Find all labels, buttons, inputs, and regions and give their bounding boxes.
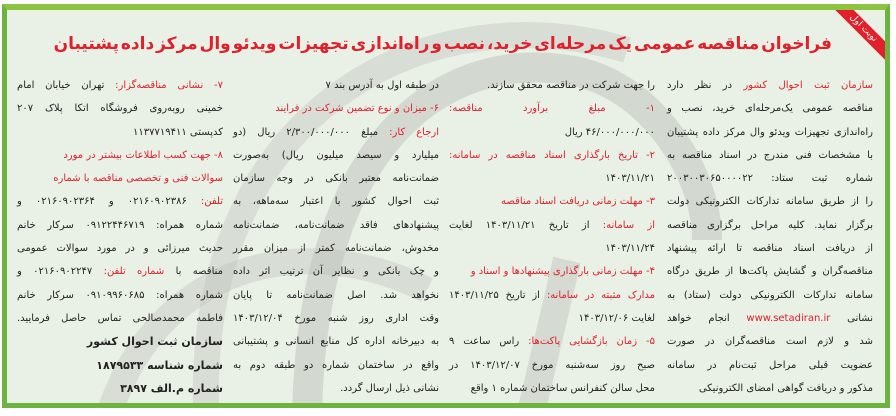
text-line [667, 377, 873, 400]
highlight-text: ۱- مبلغ برآورد مناقصه: [449, 103, 655, 115]
text-line [667, 190, 873, 213]
body-text: شماره همراه: ۰۹۱۲۲۴۴۶۷۱۹ سرکار خانم [17, 219, 223, 231]
text-line [233, 97, 439, 120]
body-text: سامانه تدارکات الکترونیکی دولت (ستاد) به [667, 289, 873, 301]
ribbon-badge [831, 10, 887, 66]
body-text: شماره م.الف ۳۸۹۷ [120, 381, 223, 395]
text-line [667, 330, 873, 353]
body-text: نشانی [830, 312, 873, 324]
text-line [449, 284, 655, 307]
text-line [17, 97, 223, 120]
tender-notice [2, 4, 890, 408]
body-text: ثبت احوال کشور با اعتبار سه‌ماهه، به [233, 196, 439, 208]
body-text: شماره شناسه ۱۸۷۹۵۳۳ [96, 358, 223, 372]
highlight-text: ۲- تاریخ بارگذاری اسناد مناقصه در سامانه: [449, 149, 655, 161]
text-line [667, 97, 873, 120]
text-line [233, 121, 439, 144]
body-text: با مشخصات فنی مندرج در اسناد مناقصه به [667, 149, 873, 161]
text-line [667, 74, 873, 97]
body-text: فاطمه محمدصالحی تماس حاصل فرمایید. [17, 312, 223, 324]
body-text: عضویت قبلی مراحل ثبت‌نام در سامانه [667, 359, 873, 371]
body-text: به دبیرخانه اداره کل منابع انسانی و پشتیبانی [233, 336, 439, 348]
body-text: مذکور و دریافت گواهی امضای الکترونیکی [698, 382, 873, 394]
text-line [449, 97, 655, 120]
text-line [233, 74, 439, 97]
body-text: تهران خیابان امام [17, 80, 116, 91]
text-line [233, 237, 439, 260]
text-line [17, 260, 223, 283]
highlight-text: مدارک مثبته در سامانه: [546, 289, 655, 301]
text-line [17, 167, 223, 190]
body-text: حدیث میرزائی و در مورد سوالات عمومی [17, 243, 223, 255]
body-text: انجام خواهد [667, 312, 747, 324]
body-text: راه‌اندازی تجهیزات ویدئو وال مرکز داده پشتیبان [667, 126, 873, 138]
text-line [17, 284, 223, 307]
text-line [449, 330, 655, 353]
body-text: سازمان ثبت احوال کشور [86, 335, 223, 349]
body-text: ضمانت‌نامه معتبر بانکی در وجه سازمان [233, 173, 439, 185]
highlight-text: شماره تلفن: [103, 266, 165, 278]
body-text: پیشنهادهای فاقد ضمانت‌نامه، ضمانت‌نامه [233, 219, 439, 231]
highlight-text: ۶- میزان و نوع تضمین شرکت در فرایند [275, 103, 439, 115]
body-text: ۱۴۰۳/۱۱/۲۴ [605, 243, 655, 255]
body-text: در طبقه اول به آدرس بند ۷ [325, 80, 439, 91]
highlight-text[interactable]: www.setadiran.ir [746, 312, 831, 324]
column-1 [667, 74, 873, 400]
text-line [449, 260, 655, 283]
text-line [667, 167, 873, 190]
text-line [17, 190, 223, 213]
body-text: از تاریخ ۱۴۰۳/۱۱/۲۵ [449, 289, 547, 301]
ribbon-label: نوبت اول [831, 10, 887, 66]
body-text: از تاریخ ۱۴۰۳/۱۱/۲۱ لغایت [449, 219, 603, 231]
text-line [17, 354, 223, 377]
body-text: لغایت ۱۴۰۳/۱۲/۰۶ [578, 312, 655, 324]
column-3 [233, 74, 439, 400]
body-text: وقت اداری روز شنبه مورخ ۱۴۰۳/۱۲/۰۴ [233, 312, 439, 324]
body-text: نشانی ذیل ارسال گردد. [340, 382, 439, 394]
body-text: شد و لازم است مناقصه‌گران در صورت [667, 336, 873, 348]
text-line [667, 354, 873, 377]
body-text: مبلغ ۲/۳۰۰/۰۰۰/۰۰۰ ریال (دو [233, 126, 390, 138]
highlight-text: از سامانه: [602, 219, 655, 231]
body-text: نخواهد شد. اصل ضمانت‌نامه تا پایان [233, 289, 439, 301]
body-text: راس ساعت ۹ [449, 336, 529, 348]
text-line [233, 354, 439, 377]
text-line [17, 307, 223, 330]
column-4 [17, 74, 223, 400]
body-text: ۱۴۰۳/۱۱/۲۱ [605, 173, 655, 185]
body-text: در نظر دارد [667, 80, 744, 91]
text-line [17, 144, 223, 167]
text-line [233, 307, 439, 330]
highlight-text: ۴- مهلت زمانی بارگذاری پیشنهادها و اسناد و [470, 266, 655, 278]
highlight-text: تلفن: [200, 196, 223, 208]
text-line [17, 377, 223, 400]
highlight-text: ۸- جهت کسب اطلاعات بیشتر در مورد [63, 149, 223, 161]
body-text: ۰۲۱۶۰۹۰۲۳۸۶ و ۰۲۱۶۰۹۰۲۳۶۴ و [17, 196, 201, 208]
text-line [449, 121, 655, 144]
body-text: شماره ثبت ستاد: ۲۰۰۳۰۰۳۰۶۵۰۰۰۰۲۲ [667, 173, 873, 185]
body-text: را جهت شرکت در مناقصه محقق سازند. [487, 80, 655, 91]
body-text: و چک بانکی و نظایر آن ترتیب اثر داده [233, 266, 439, 278]
text-line [233, 330, 439, 353]
text-line [449, 167, 655, 190]
notice-title: فراخوان مناقصه عمومی یک مرحله‌ای خرید، نصب و راه‌اندازی تجهیزات ویدئو وال مرکز داده پشتیبان [53, 34, 832, 54]
text-line [233, 167, 439, 190]
body-text: را از طریق سامانه تدارکات الکترونیکی دولت [667, 196, 873, 208]
highlight-text: سازمان ثبت احوال کشور [743, 80, 873, 91]
text-line [449, 377, 655, 400]
text-line [667, 121, 873, 144]
body-text: مخدوش، ضمانت‌نامه کمتر از میزان مقرر [233, 243, 439, 255]
body-text: ۰۲۱۶۰۹۰۲۲۴۷ و [17, 266, 104, 278]
text-line [233, 284, 439, 307]
column-2 [449, 74, 655, 400]
body-text: شماره همراه: ۰۹۱۰۹۹۶۰۶۸۵ سرکار خانم [17, 289, 223, 301]
text-line [233, 190, 439, 213]
body-text: از دریافت اسناد مناقصه تا ارائه پیشنهاد [667, 243, 873, 255]
text-line [667, 260, 873, 283]
text-line [449, 237, 655, 260]
highlight-text: ۷- نشانی مناقصه‌گزار: [115, 80, 223, 91]
text-line [17, 74, 223, 97]
text-line [667, 214, 873, 237]
body-text: صبح روز سه‌شنبه مورخ ۱۴۰۳/۱۲/۰۷ در [449, 359, 655, 371]
text-line [17, 214, 223, 237]
body-text: محل سالن کنفرانس ساختمان شماره ۱ واقع [470, 382, 655, 394]
text-line [449, 190, 655, 213]
body-text: واقع در ساختمان شماره دو طبقه دوم به [233, 359, 439, 371]
body-text: ۴۶/۰۰۰/۰۰۰/۰۰۰ ریال [564, 126, 655, 138]
text-line [233, 260, 439, 283]
text-line [449, 354, 655, 377]
text-line [449, 214, 655, 237]
highlight-text: ۵- زمان بازگشایی پاکت‌ها: [528, 336, 656, 348]
text-line [233, 377, 439, 400]
highlight-text: ۳- مهلت زمانی دریافت اسناد مناقصه [501, 196, 655, 208]
text-line [17, 237, 223, 260]
highlight-text: ارجاع کار: [389, 126, 439, 138]
text-line [667, 237, 873, 260]
highlight-text: سوالات فنی و تخصصی مناقصه با شماره [53, 173, 223, 185]
text-line [667, 307, 873, 330]
text-line [667, 284, 873, 307]
text-line [667, 144, 873, 167]
body-text: مناقصه با [164, 266, 224, 278]
text-line [449, 144, 655, 167]
body-text: خمینی روبه‌روی فروشگاه اتکا پلاک ۲۰۷ [17, 103, 223, 115]
text-line [449, 307, 655, 330]
text-line [17, 121, 223, 144]
body-text: مناقصه عمومی یک‌مرحله‌ای خرید، نصب و [667, 103, 873, 115]
body-text: برگزار نماید. کلیه مراحل برگزاری مناقصه [667, 219, 873, 231]
body-text: میلیارد و سیصد میلیون ریال) به‌صورت [233, 149, 439, 161]
body-text: مناقصه‌گران و گشایش پاکت‌ها از طریق درگاه [667, 266, 873, 278]
text-line [17, 330, 223, 353]
body-text: کدپستی ۱۱۳۷۷۱۹۴۱۱ [133, 126, 223, 138]
text-line [449, 74, 655, 97]
text-line [233, 214, 439, 237]
text-line [233, 144, 439, 167]
